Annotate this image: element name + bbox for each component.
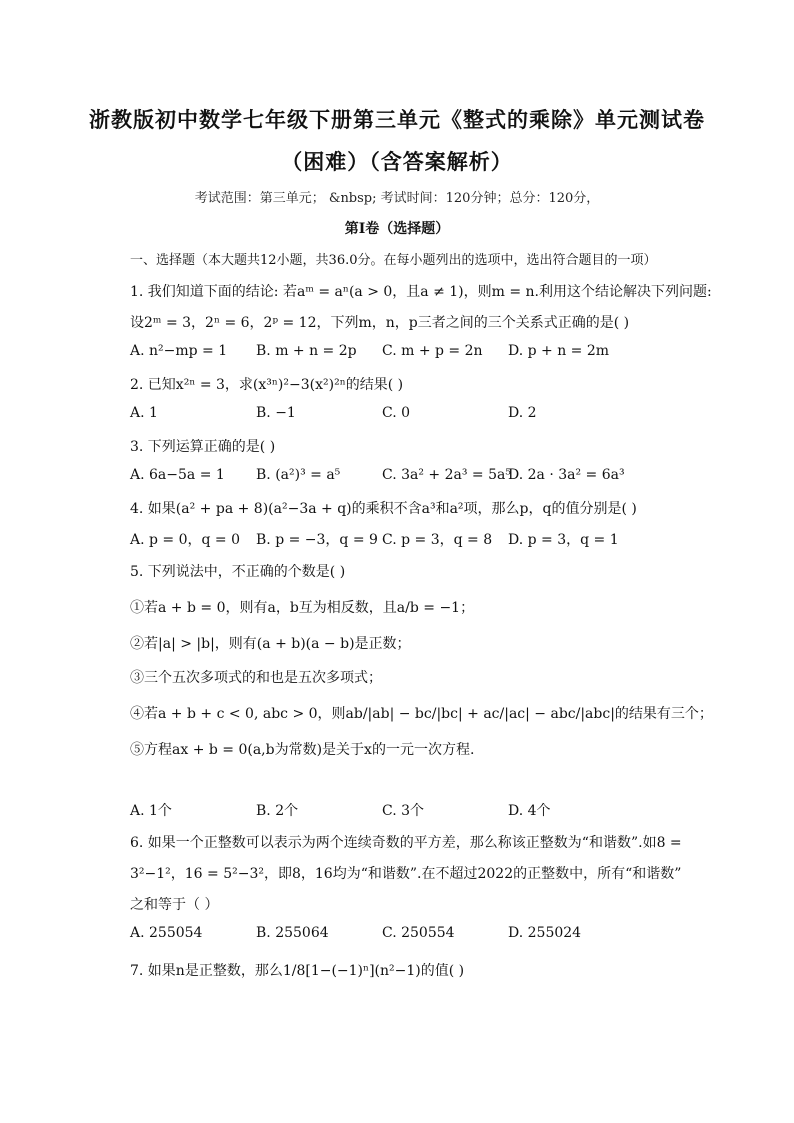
question-5-item-4: ④若a + b + c < 0, abc > 0，则ab/|ab| − bc/|bc| + ac/|ac| − abc/|abc|的结果有三个； xyxy=(130,706,713,722)
question-5-option-a[interactable]: A. 1个 xyxy=(130,803,172,819)
question-3-option-a[interactable]: A. 6a−5a = 1 xyxy=(130,467,225,483)
question-5-item-5: ⑤方程ax + b = 0(a,b为常数)是关于x的一元一次方程. xyxy=(130,742,475,758)
question-5-item-2: ②若|a| > |b|，则有(a + b)(a − b)是正数； xyxy=(130,636,411,652)
question-5-option-d[interactable]: D. 4个 xyxy=(508,803,551,819)
question-4-line1: 4. 如果(a² + pa + 8)(a²−3a + q)的乘积不含a³和a²项，那么p，q的值分别是( ) xyxy=(130,501,637,517)
question-1-option-b[interactable]: B. m + n = 2p xyxy=(256,343,357,359)
question-1-option-c[interactable]: C. m + p = 2n xyxy=(382,343,483,359)
question-1-option-d[interactable]: D. p + n = 2m xyxy=(508,343,610,359)
question-5-option-b[interactable]: B. 2个 xyxy=(256,803,299,819)
question-6-line3: 之和等于（ ） xyxy=(130,897,219,913)
question-1-line2: 设2ᵐ = 3，2ⁿ = 6，2ᵖ = 12，下列m，n，p三者之间的三个关系式正确的是( ) xyxy=(130,315,630,331)
question-2-option-c[interactable]: C. 0 xyxy=(382,405,411,421)
question-3-option-c[interactable]: C. 3a² + 2a³ = 5a⁵ xyxy=(382,467,511,483)
question-7-line1: 7. 如果n是正整数，那么1/8[1−(−1)ⁿ](n²−1)的值( ) xyxy=(130,963,465,979)
question-5-line1: 5. 下列说法中，不正确的个数是( ) xyxy=(130,564,346,580)
question-6-option-a[interactable]: A. 255054 xyxy=(130,925,203,941)
question-3-option-b[interactable]: B. (a²)³ = a⁵ xyxy=(256,467,341,483)
page-subtitle: （困难）（含答案解析） xyxy=(281,149,513,174)
question-2-line1: 2. 已知x²ⁿ = 3，求(x³ⁿ)²−3(x²)²ⁿ的结果( ) xyxy=(130,377,404,393)
question-3-line1: 3. 下列运算正确的是( ) xyxy=(130,439,276,455)
volume-title: 第I卷（选择题） xyxy=(344,221,450,237)
question-4-option-b[interactable]: B. p = −3，q = 9 xyxy=(256,532,378,548)
question-6-line2: 3²−1²，16 = 5²−3²，即8，16均为“和谐数”.在不超过2022的正整数中，所有“和谐数” xyxy=(130,866,682,882)
page-title: 浙教版初中数学七年级下册第三单元《整式的乘除》单元测试卷 xyxy=(89,107,705,132)
question-6-option-c[interactable]: C. 250554 xyxy=(382,925,455,941)
question-1-option-a[interactable]: A. n²−mp = 1 xyxy=(130,343,228,359)
question-4-option-d[interactable]: D. p = 3，q = 1 xyxy=(508,532,619,548)
question-5-item-1: ①若a + b = 0，则有a，b互为相反数，且a/b = −1； xyxy=(130,600,475,616)
question-6-option-d[interactable]: D. 255024 xyxy=(508,925,582,941)
question-4-option-a[interactable]: A. p = 0，q = 0 xyxy=(130,532,241,548)
exam-info: 考试范围：第三单元； &nbsp; 考试时间：120分钟；总分：120分， xyxy=(194,191,600,206)
question-2-option-b[interactable]: B. −1 xyxy=(256,405,296,421)
question-1-line1: 1. 我们知道下面的结论: 若aᵐ = aⁿ(a > 0，且a ≠ 1)，则m = n.利用这个结论解决下列问题: xyxy=(130,284,712,300)
question-4-option-c[interactable]: C. p = 3，q = 8 xyxy=(382,532,493,548)
question-5-option-c[interactable]: C. 3个 xyxy=(382,803,425,819)
question-2-option-d[interactable]: D. 2 xyxy=(508,405,537,421)
question-6-option-b[interactable]: B. 255064 xyxy=(256,925,329,941)
question-3-option-d[interactable]: D. 2a · 3a² = 6a³ xyxy=(508,467,625,483)
question-5-item-3: ③三个五次多项式的和也是五次多项式； xyxy=(130,670,382,686)
question-6-line1: 6. 如果一个正整数可以表示为两个连续奇数的平方差，那么称该正整数为“和谐数”.如8 = xyxy=(130,835,682,851)
section-heading: 一、选择题（本大题共12小题，共36.0分。在每小题列出的选项中，选出符合题目的一项） xyxy=(130,253,657,268)
question-2-option-a[interactable]: A. 1 xyxy=(130,405,158,421)
